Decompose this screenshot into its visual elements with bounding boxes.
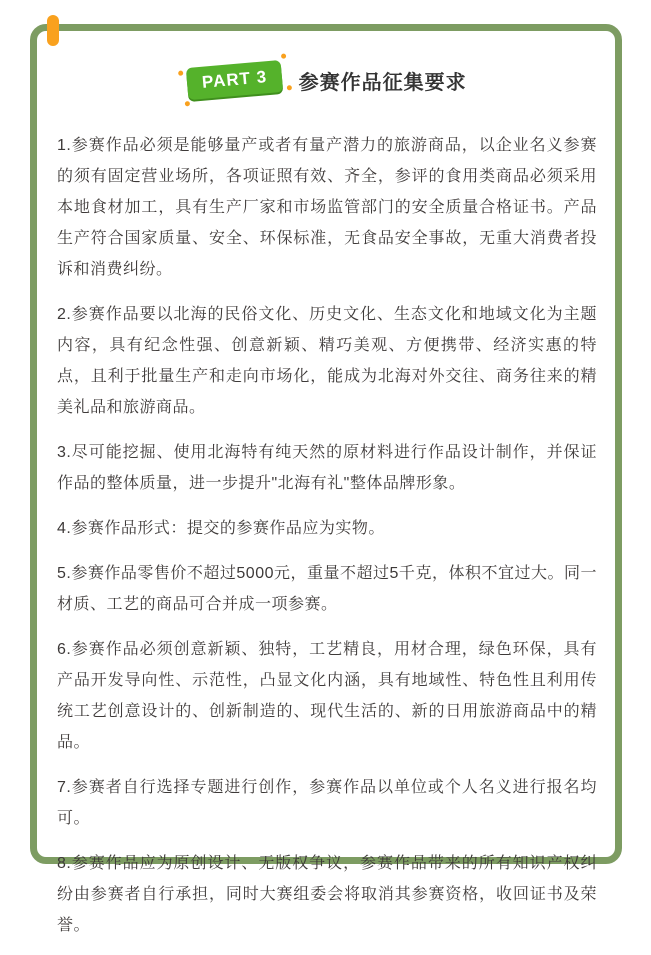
badge-corner-dot: [287, 85, 292, 90]
section-header: [57, 58, 597, 102]
requirement-paragraph-3: 3.尽可能挖掘、使用北海特有纯天然的原材料进行作品设计制作，并保证作品的整体质量，进一步提升"北海有礼"整体品牌形象。: [57, 444, 597, 492]
requirements-list: [57, 130, 597, 941]
requirement-paragraph-5: 5.参赛作品零售价不超过5000元，重量不超过5千克，体积不宜过大。同一材质、工艺的商品可合并成一项参赛。: [57, 565, 597, 613]
requirement-paragraph-2: 2.参赛作品要以北海的民俗文化、历史文化、生态文化和地域文化为主题内容，具有纪念性强、创意新颖、精巧美观、方便携带、经济实惠的特点，且利于批量生产和走向市场化，能成为北海对外交往、商务往来的精美礼品和旅游商品。: [57, 306, 597, 416]
article-content: [57, 58, 597, 955]
part-badge-label: PART 3: [201, 67, 269, 92]
page-title: 参赛作品征集要求: [298, 71, 467, 94]
requirement-paragraph-8: 8.参赛作品应为原创设计、无版权争议，参赛作品带来的所有知识产权纠纷由参赛者自行承担，同时大赛组委会将取消其参赛资格，收回证书及荣誉。: [57, 855, 597, 934]
requirement-paragraph-1: 1.参赛作品必须是能够量产或者有量产潜力的旅游商品，以企业名义参赛的须有固定营业场所，各项证照有效、齐全，参评的食用类商品必须采用本地食材加工，具有生产厂家和市场监管部门的安全质量合格证书。产品生产符合国家质量、安全、环保标准，无食品安全事故，无重大消费者投诉和消费纠纷。: [57, 137, 597, 278]
badge-corner-dot: [178, 70, 183, 75]
badge-corner-dot: [185, 101, 190, 106]
requirement-paragraph-4: 4.参赛作品形式：提交的参赛作品应为实物。: [57, 520, 385, 537]
part-badge: [186, 60, 284, 100]
requirement-paragraph-7: 7.参赛者自行选择专题进行创作，参赛作品以单位或个人名义进行报名均可。: [57, 779, 597, 827]
requirement-paragraph-6: 6.参赛作品必须创意新颖、独特，工艺精良，用材合理，绿色环保，具有产品开发导向性、示范性，凸显文化内涵，具有地域性、特色性且利用传统工艺创意设计的、创新制造的、现代生活的、新的日用旅游商品中的精品。: [57, 641, 597, 751]
orange-accent-pill: [47, 15, 59, 46]
